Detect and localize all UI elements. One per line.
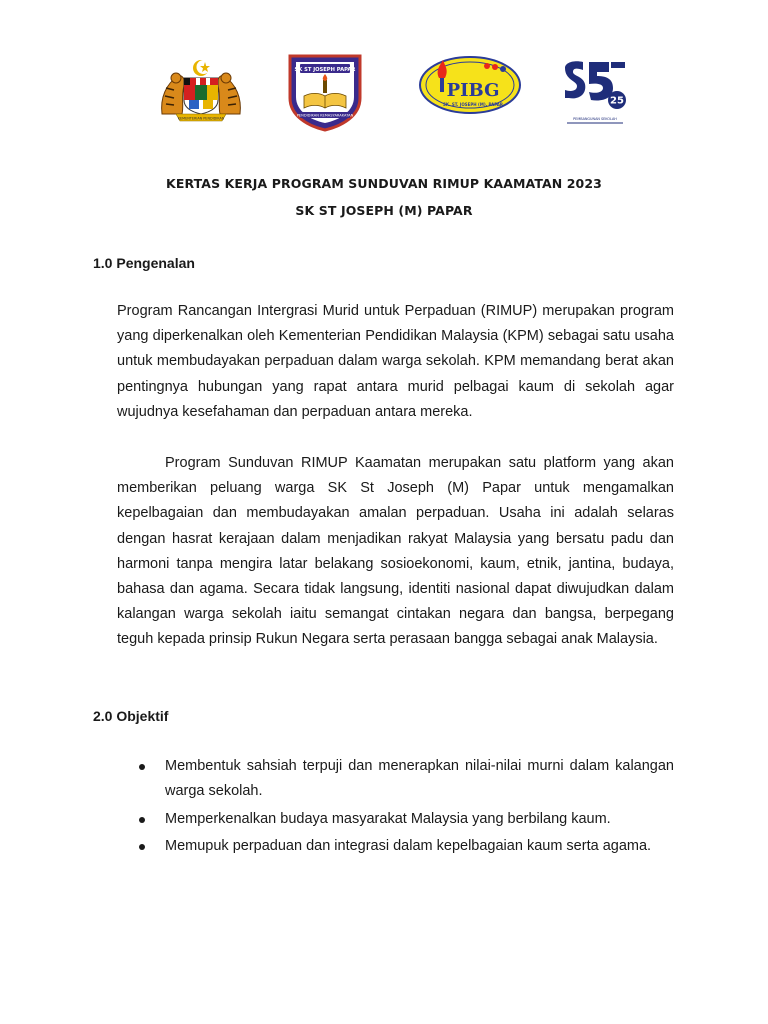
paragraph-introduction: Program Rancangan Intergrasi Murid untuk Perpaduan (RIMUP) merupakan program yang diperkenalkan oleh Kementerian Pendidikan Malaysia (KPM) sebagai satu usaha untuk membudayakan perpaduan dalam warga sekolah. KPM memandang berat akan pentingnya hubungan yang rapat antara murid pelbagai kaum di sekolah agar wujudnya kesefahaman dan perpaduan antara mereka.: [117, 303, 674, 420]
bullet-icon: [139, 817, 145, 823]
section-heading-pengenalan: 1.0 Pengenalan: [93, 255, 195, 271]
pibg-text: PIBG: [446, 80, 500, 101]
list-item: [138, 754, 674, 805]
document-title: KERTAS KERJA PROGRAM SUNDUVAN RIMUP KAAMATAN 2023: [166, 176, 602, 191]
malaysia-crest-logo: [156, 58, 246, 122]
pibg-logo: [419, 56, 521, 114]
objective-text: Memperkenalkan budaya masyarakat Malaysia yang berbilang kaum.: [165, 810, 611, 827]
objective-list: [138, 754, 674, 862]
s25-number: 25: [610, 95, 624, 107]
logo-row: [0, 0, 768, 140]
crest-caption: KEMENTERIAN PENDIDIKAN: [177, 116, 225, 121]
pibg-caption: SK. ST. JOSEPH (M), PAPAR: [443, 102, 503, 107]
school-shield-logo: [286, 52, 364, 132]
s25-caption: PEMBANGUNAN SEKOLAH: [573, 117, 617, 121]
list-item: [138, 834, 674, 859]
section-heading-objektif: 2.0 Objektif: [93, 708, 169, 724]
objective-text: Memupuk perpaduan dan integrasi dalam kepelbagaian kaum serta agama.: [165, 838, 652, 855]
paragraph-programme: Program Sunduvan RIMUP Kaamatan merupakan satu platform yang akan memberikan peluang warga SK St Joseph (M) Papar untuk mengamalkan kepelbagaian dan membudayakan amalan perpaduan. Usaha ini adalah selaras dengan hasrat kerajaan dalam menjadikan rakyat Malaysia yang bersatu padu dan harmoni tanpa mengira latar belakang sosioekonomi, kaum, etnik, jantina, budaya, bahasa dan agama. Secara tidak langsung, identiti nasional dapat diwujudkan dalam kalangan warga sekolah iaitu semangat cintakan negara dan bangsa, berpegang teguh kepada prinsip Rukun Negara serta perasaan bangga sebagai anak Malaysia.: [117, 455, 674, 648]
bullet-icon: [139, 844, 145, 850]
bullet-icon: [139, 764, 145, 770]
s25-logo: [561, 58, 629, 128]
school-caption: PENDIDIKAN KEMASYARAKATAN: [296, 113, 354, 118]
document-subtitle: SK ST JOSEPH (M) PAPAR: [295, 203, 473, 218]
list-item: [138, 807, 674, 832]
school-banner: SK ST JOSEPH PAPAR: [294, 66, 356, 73]
objective-text: Membentuk sahsiah terpuji dan menerapkan nilai-nilai murni dalam kalangan warga sekolah.: [165, 758, 674, 800]
